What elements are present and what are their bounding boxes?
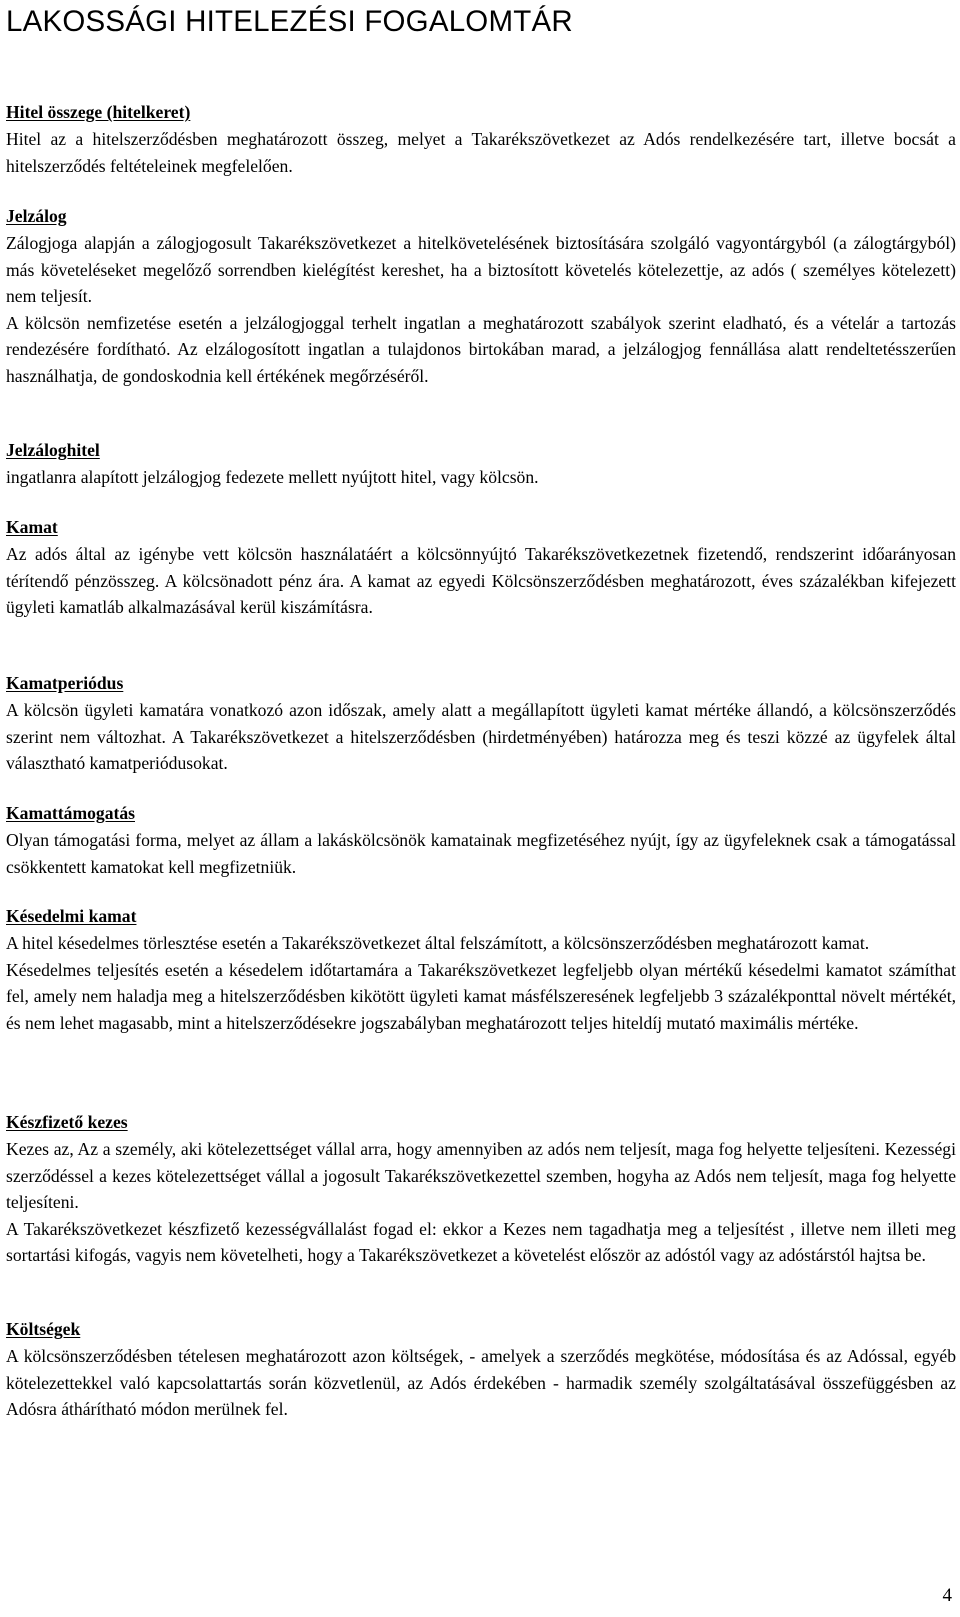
entry-definition: ingatlanra alapított jelzálogjog fedezete mellett nyújtott hitel, vagy kölcsön. <box>6 467 539 487</box>
entry-term: Költségek <box>6 1319 81 1339</box>
glossary-entry-jelzaloghitel <box>6 437 956 491</box>
entry-term: Készfizető kezes <box>6 1112 128 1132</box>
glossary-entry-keszfizeto-kezes <box>6 1109 956 1269</box>
entry-term: Késedelmi kamat <box>6 906 137 926</box>
document-title: LAKOSSÁGI HITELEZÉSI FOGALOMTÁR <box>6 5 573 38</box>
entry-definition: A kölcsönszerződésben tételesen meghatározott azon költségek, - amelyek a szerződés megkötése, módosítása és az Adóssal, egyéb kötelezettekkel való kapcsolattartás során közvetlenül, az Adós érdekében - harmadik személy szolgáltatásával összefüggésben az Adósra áthárítható módon merülnek fel. <box>6 1346 956 1420</box>
glossary-entry-kamatperiodus <box>6 670 956 777</box>
entry-definition: Hitel az a hitelszerződésben meghatározott összeg, melyet a Takarékszövetkezet az Adós rendelkezésére tart, illetve bocsát a hitelszerződés feltételeinek megfelelően. <box>6 129 956 176</box>
glossary-entry-kamat <box>6 514 956 621</box>
page-number: 4 <box>942 1585 952 1606</box>
glossary-entry-koltsegek <box>6 1316 956 1423</box>
glossary-entry-hitel-osszege <box>6 99 956 179</box>
entry-definition: Olyan támogatási forma, melyet az állam a lakáskölcsönök kamatainak megfizetéséhez nyújt, így az ügyfeleknek csak a támogatással csökkentett kamatokat kell megfizetniük. <box>6 830 956 877</box>
glossary-entry-kesedelmi-kamat <box>6 903 956 1036</box>
entry-term: Kamattámogatás <box>6 803 135 823</box>
entry-definition: Az adós által az igénybe vett kölcsön használatáért a kölcsönnyújtó Takarékszövetkezetnek fizetendő, rendszerint időarányosan térítendő pénzösszeg. A kölcsönadott pénz ára. A kamat az egyedi Kölcsönszerződésben meghatározott, éves százalékban kifejezett ügyleti kamatláb alkalmazásával kerül kiszámításra. <box>6 544 956 618</box>
entry-term: Hitel összege (hitelkeret) <box>6 102 191 122</box>
entry-definition: Késedelmes teljesítés esetén a késedelem időtartamára a Takarékszövetkezet legfeljebb olyan mértékű késedelmi kamatot számíthat fel, amely nem haladja meg a hitelszerződésben kikötött ügyleti kamat másfélszeresének legfeljebb 3 százalékponttal növelt mértékét, és nem lehet magasabb, mint a hitelszerződésekre jogszabályban meghatározott teljes hiteldíj mutató maximális mértéke. <box>6 959 956 1033</box>
entry-term: Jelzáloghitel <box>6 440 100 460</box>
glossary-entry-kamattamogatas <box>6 800 956 880</box>
entry-definition: Kezes az, Az a személy, aki kötelezettséget vállal arra, hogy amennyiben az adós nem teljesít, maga fog helyette teljesíteni. Kezességi szerződéssel a kezes kötelezettséget vállal a jogosult Takarékszövetkezettel szemben, hogyha az Adós nem teljesít, maga fog helyette teljesíteni. <box>6 1139 956 1213</box>
entry-definition: Zálogjoga alapján a zálogjogosult Takarékszövetkezet a hitelkövetelésének biztosítására szolgáló vagyontárgyból (a zálogtárgyból) más követeléseket megelőző sorrendben kielégítést kereshet, ha a biztosított követelés kötelezettje, az adós ( személyes kötelezett) nem teljesít. <box>6 233 956 307</box>
entry-term: Jelzálog <box>6 206 67 226</box>
entry-definition: A hitel késedelmes törlesztése esetén a Takarékszövetkezet által felszámított, a kölcsönszerződésben meghatározott kamat. <box>6 933 870 953</box>
entry-term: Kamatperiódus <box>6 673 124 693</box>
entry-definition: A kölcsön nemfizetése esetén a jelzálogjoggal terhelt ingatlan a meghatározott szabályok szerint eladható, és a vételár a tartozás rendezésére fordítható. Az elzálogosított ingatlan a tulajdonos birtokában marad, a jelzálogjog fennállása alatt rendeltetésszerűen használhatja, de gondoskodnia kell értékének megőrzéséről. <box>6 312 956 386</box>
entry-definition: A kölcsön ügyleti kamatára vonatkozó azon időszak, amely alatt a megállapított ügyleti kamat mértéke állandó, a kölcsönszerződés szerint nem változhat. A Takarékszövetkezet a hitelszerződésben (hirdetményében) határozza meg és teszi közzé az ügyfelek által választható kamatperiódusokat. <box>6 700 956 774</box>
entry-term: Kamat <box>6 517 58 537</box>
document-page <box>6 0 956 1420</box>
entry-definition: A Takarékszövetkezet készfizető kezességvállalást fogad el: ekkor a Kezes nem tagadhatja meg a teljesítést , illetve nem illeti meg sortartási kifogás, vagyis nem követelheti, hogy a Takarékszövetkezet a követelést először az adóstól vagy az adóstárstól hajtsa be. <box>6 1218 956 1266</box>
glossary-entry-jelzalog <box>6 203 956 390</box>
